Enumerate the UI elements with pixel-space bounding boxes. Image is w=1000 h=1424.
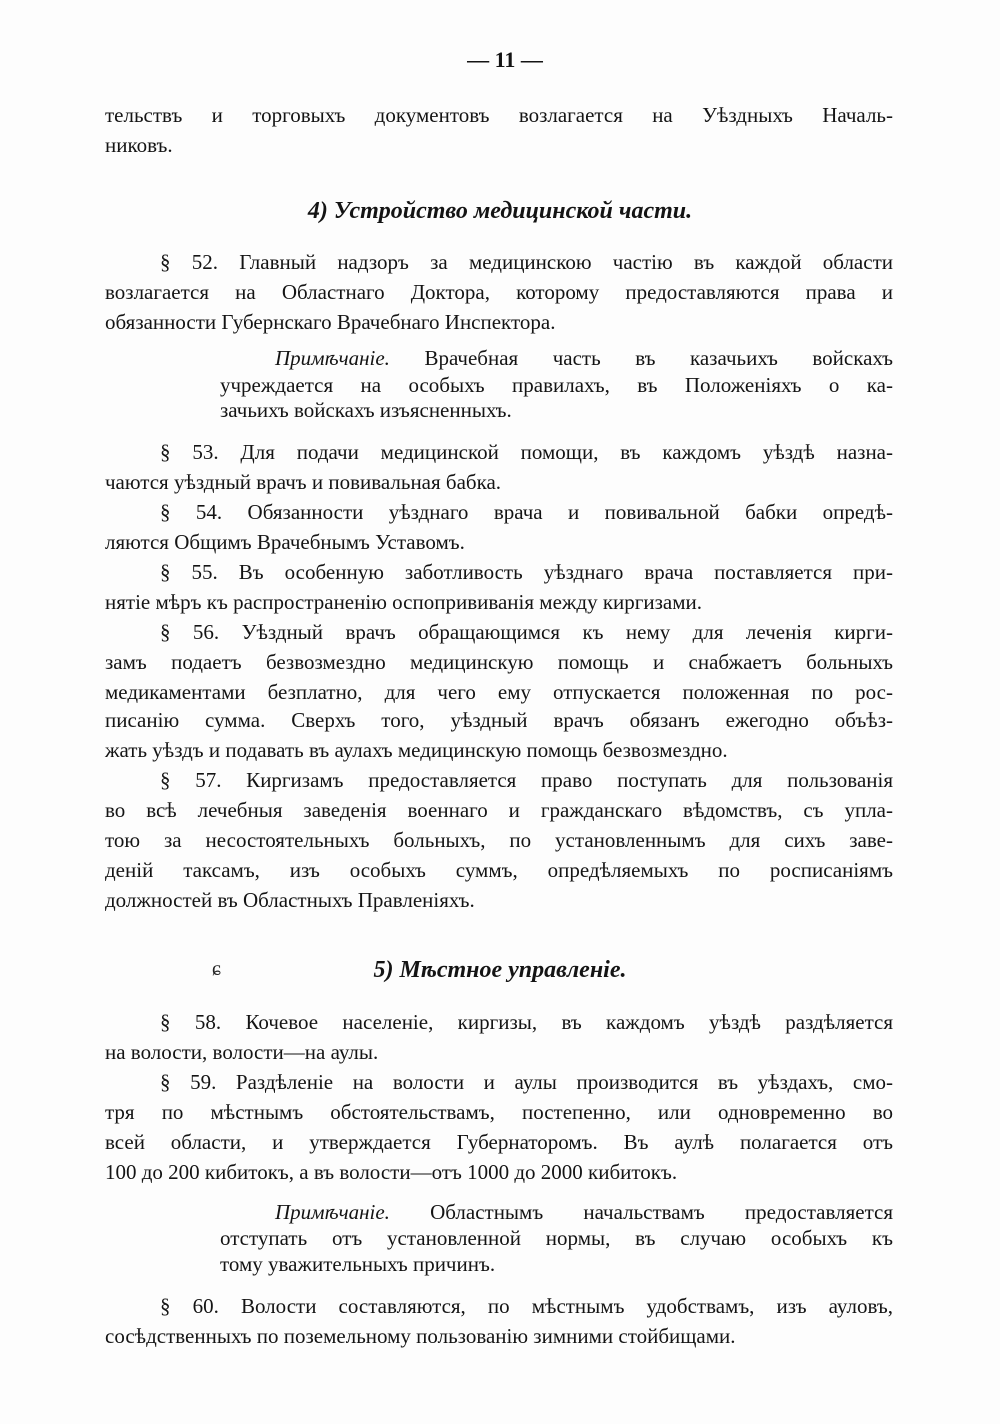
text-line [105, 1039, 378, 1065]
line-text: нятiе мѣръ къ распространенiю оспопрививанiя между киргизами. [105, 590, 703, 614]
line-text: Областнымъ начальствамъ предоставляется [430, 1200, 893, 1224]
line-text: возлагается на Областнаго Доктора, которому предоставляются права и [105, 280, 893, 304]
line-text: на волости, волости—на аулы. [105, 1040, 379, 1064]
text-line [160, 1293, 893, 1319]
text-line [220, 397, 512, 423]
text-line [105, 827, 893, 853]
text-line [275, 345, 893, 371]
text-line [105, 857, 893, 883]
line-text: никовъ. [105, 133, 173, 157]
line-text: § 60. Волости составляются, по мѣстнымъ удобствамъ, изъ ауловъ, [160, 1294, 893, 1318]
line-text: § 54. Обязанности уѣзднаго врача и повивальной бабки опредѣ- [160, 500, 893, 524]
section-heading-text [0, 957, 1000, 983]
line-text: замъ подаетъ безвозмездно медицинскую помощь и снабжаетъ больныхъ [105, 650, 893, 674]
text-line [105, 589, 702, 615]
text-line [160, 249, 893, 275]
line-text: § 53. Для подачи медицинской помощи, въ каждомъ уѣздѣ назна- [160, 440, 893, 464]
line-text: § 57. Киргизамъ предоставляется право поступать для пользованiя [160, 768, 893, 792]
text-line [160, 439, 893, 465]
text-line [105, 469, 501, 495]
note-label: Примѣчанiе. [275, 1200, 390, 1224]
text-line [105, 679, 893, 705]
line-text: жать уѣздъ и подавать въ аулахъ медицинскую помощь безвозмездно. [105, 738, 728, 762]
line-text: § 52. Главный надзоръ за медицинскою частiю въ каждой области [160, 250, 893, 274]
text-line [105, 887, 475, 913]
line-text: чаются уѣздный врачъ и повивальная бабка. [105, 470, 502, 494]
line-text: тою за несостоятельныхъ больныхъ, по установленнымъ для сихъ заве- [105, 828, 893, 852]
line-text: ляются Общимъ Врачебнымъ Уставомъ. [105, 530, 465, 554]
line-text: § 56. Уѣздный врачъ обращающимся къ нему для леченiя кирги- [160, 620, 893, 644]
text-line [105, 737, 728, 763]
page-number: — 11 — [467, 47, 543, 72]
line-text: § 55. Въ особенную заботливость уѣзднаго врача поставляется при- [160, 560, 893, 584]
text-line [275, 1199, 893, 1225]
text-line [105, 1323, 736, 1349]
section-heading-text [0, 198, 1000, 224]
line-text: Врачебная часть въ казачьихъ войскахъ [424, 346, 893, 370]
line-text: 5) Мѣстное управленiе. [373, 957, 627, 983]
text-line [160, 1069, 893, 1095]
text-line [160, 619, 893, 645]
text-line [105, 797, 893, 823]
text-line [160, 767, 893, 793]
text-line [105, 529, 465, 555]
line-text: во всѣ лечебныя заведенiя военнаго и гражданскаго вѣдомствъ, съ упла- [105, 798, 893, 822]
line-text: должностей въ Областныхъ Правленiяхъ. [105, 888, 475, 912]
text-line [105, 132, 173, 158]
line-text: тельствъ и торговыхъ документовъ возлагается на Уѣздныхъ Началь- [105, 103, 893, 127]
text-line [160, 559, 893, 585]
line-text: 4) Устройство медицинской части. [307, 198, 693, 224]
note-label: Примѣчанiе. [275, 346, 390, 370]
line-text: тому уважительныхъ причинъ. [220, 1252, 496, 1276]
text-line [105, 649, 893, 675]
text-line [105, 1159, 677, 1185]
text-line [105, 309, 555, 335]
text-line [220, 1225, 893, 1251]
line-text: всей области, и утверждается Губернаторомъ. Въ аулѣ полагается отъ [105, 1130, 893, 1154]
line-text: § 59. Раздѣленiе на волости и аулы производится въ уѣздахъ, смо- [160, 1070, 893, 1094]
text-line [160, 499, 893, 525]
line-text: зачьихъ войскахъ изъясненныхъ. [220, 398, 512, 422]
line-text: 100 до 200 кибитокъ, а въ волости—отъ 1000 до 2000 кибитокъ. [105, 1160, 678, 1184]
text-line [220, 1251, 495, 1277]
text-line [105, 707, 893, 733]
text-line [105, 279, 893, 305]
line-text: писанiю сумма. Сверхъ того, уѣздный врачъ обязанъ ежегодно объѣз- [105, 708, 893, 732]
text-line [105, 1129, 893, 1155]
text-line [160, 1009, 893, 1035]
line-text: денiй таксамъ, изъ особыхъ суммъ, опредѣляемыхъ по росписанiямъ [105, 858, 893, 882]
text-line [220, 372, 893, 398]
margin-mark: ɕ [212, 958, 221, 980]
line-text: § 58. Кочевое населенiе, киргизы, въ каждомъ уѣздѣ раздѣляется [160, 1010, 893, 1034]
line-text: тря по мѣстнымъ обстоятельствамъ, постепенно, или одновременно во [105, 1100, 893, 1124]
text-line [105, 1099, 893, 1125]
line-text: сосѣдственныхъ по поземельному пользованiю зимними стойбищами. [105, 1324, 736, 1348]
text-line [105, 102, 893, 128]
line-text: отступать отъ установленной нормы, въ случаю особыхъ къ [220, 1226, 893, 1250]
line-text: обязанности Губернскаго Врачебнаго Инспектора. [105, 310, 556, 334]
line-text: медикаментами безплатно, для чего ему отпускается положенная по рос- [105, 680, 893, 704]
line-text: учреждается на особыхъ правилахъ, въ Положенiяхъ о ка- [220, 373, 893, 397]
